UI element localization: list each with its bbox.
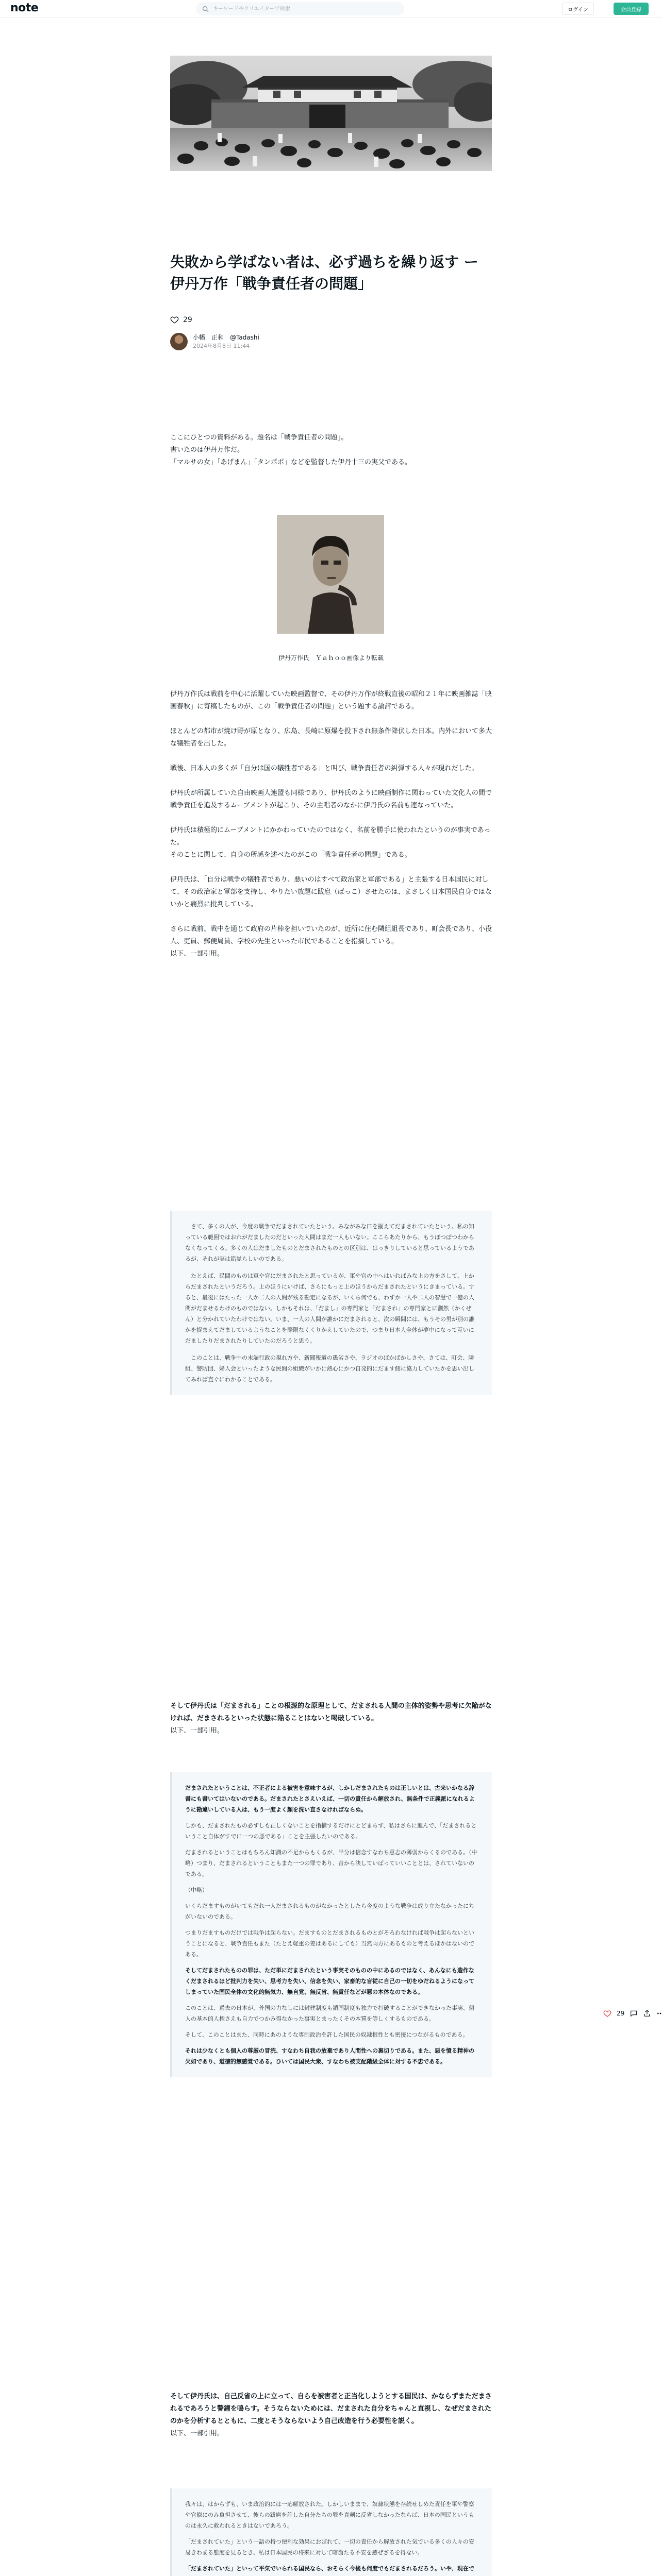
body-section-1 [170, 688, 492, 960]
quote-paragraph: 我々は、はからずも、いま政治的には一応解放された。しかしいままで、奴隷状態を存続せしめた責任を軍や警察や官僚にのみ負担させて、彼らの跋扈を許した自分たちの罪を真剣に反省しなかったならば、日本の国民というものは永久に救われるときはないであろう。 [185, 2501, 474, 2529]
quote-paragraph: だまされたということは、不正者による被害を意味するが、しかしだまされたものは正しいとは、古来いかなる辞書にも書いてはいないのである。だまされたとさえいえば、一切の責任から解放され、無条件で正義派になれるように勘違いしている人は、もう一度よく顔を洗い直さなければならぬ。 [185, 1785, 475, 1813]
intro-paragraph: 「マルサの女」「あげまん」「タンポポ」などを監督した伊丹十三の実父である。 [170, 459, 412, 466]
like-area[interactable] [170, 315, 192, 324]
body-paragraph: 伊丹氏は積極的にムーブメントにかかわっていたのではなく、名前を勝手に使われたというのが事実であった。 [170, 826, 491, 846]
search-icon [202, 6, 209, 12]
heart-icon[interactable] [603, 2009, 611, 2018]
author-name[interactable]: 小幡 正和 @Tadashi [193, 334, 259, 341]
body-paragraph: そして伊丹氏は、自己反省の上に立って、自らを被害者と正当化しようとする国民は、かならずまただまされるであろうと警鐘を鳴らす。そうならないためには、だまされた自分をちゃんと直視し、なぜだまされたのかを分析するとともに、二度とそうならないよう自己改造を行う必要性を説く。 [170, 2393, 492, 2425]
photo-caption: 伊丹万作氏 Ｙａｈｏｏ画像より転載 [278, 654, 384, 662]
body-paragraph: 伊丹氏は、「自分は戦争の犠牲者であり、悪いのはすべて政治家と軍部である」と主張する日本国民に対して、その政治家と軍部を支持し、やりたい放題に跋扈（ばっこ）させたのは、まさしく日本国民自身ではないかと痛烈に批判している。 [170, 876, 492, 908]
share-icon[interactable] [643, 2009, 651, 2018]
author-block[interactable] [170, 333, 259, 350]
heart-icon[interactable] [170, 315, 179, 324]
intro-paragraph: ここにひとつの資料がある。題名は「戦争責任者の問題」。 [170, 434, 348, 442]
quote-paragraph: 「だまされていた」といって平気でいられる国民なら、おそらく今後も何度でもだまされるだろう。いや、現在で [185, 2565, 474, 2572]
hero-image [170, 56, 492, 171]
quote-paragraph: そしてだまされたものの罪は、ただ単にだまされたという事実そのものの中にあるのではなく、あんなにも造作なくだまされるほど批判力を失い、思考力を失い、信念を失い、家畜的な盲従に自己の一切をゆだねるようになってしまっていた国民全体の文化的無気力、無自覚、無反省、無責任などが悪の本体なのである。 [185, 1967, 474, 1995]
more-icon[interactable] [656, 2009, 662, 2018]
quote-block-3 [170, 2488, 492, 2576]
body-section-3 [170, 2391, 492, 2440]
login-button[interactable]: ログイン [562, 3, 594, 15]
body-paragraph: 戦後、日本人の多くが「自分は国の犠牲者である」と叫び、戦争責任者の糾弾する人々が現れだした。 [170, 765, 478, 772]
quote-paragraph: しかも、だまされたもの必ずしも正しくないことを指摘するだけにとどまらず、私はさらに進んで、「だまされるということ自体がすでに一つの悪である」ことを主張したいのである。 [185, 1822, 477, 1840]
floating-action-bar [603, 2009, 662, 2018]
body-section-2 [170, 1700, 492, 1737]
body-paragraph: 以下、一部引用。 [170, 2430, 224, 2437]
body-paragraph: さらに戦前、戦中を通じて政府の片棒を担いでいたのが、近所に住む隣組組長であり、町会長であり、小役人、吏員、郵便局員、学校の先生といった市民であることを指摘している。 [170, 925, 492, 945]
quote-paragraph: そして、このことはまた、同時にあのような専制政治を許した国民の奴隷根性とも密接につながるものである。 [185, 2031, 469, 2038]
intro-paragraph: 書いたのは伊丹万作だ。 [170, 446, 244, 454]
body-paragraph: 以下、一部引用。 [170, 1727, 224, 1735]
floating-like-count: 29 [617, 2010, 625, 2017]
like-count: 29 [183, 315, 192, 324]
quote-paragraph: このことは、過去の日本が、外国の力なしには封建制度も鎖国制度も独力で打破することができなかった事実、個人の基本的人権さえも自力でつかみ得なかった事実とまったくその本質を等しくするものである。 [185, 2005, 474, 2022]
article-title: 失敗から学ばない者は、必ず過ちを繰り返す ー 伊丹万作「戦争責任者の問題」 [170, 253, 478, 292]
author-avatar[interactable] [170, 333, 188, 350]
portrait-photo [277, 515, 384, 634]
body-paragraph: そして伊丹氏は「だまされる」ことの根源的な原理として、だまされる人間の主体的姿勢や思考に欠陥がなければ、だまされるといった状態に陥ることはないと喝破している。 [170, 1702, 492, 1722]
quote-paragraph: （中略） [185, 1887, 208, 1893]
body-paragraph: ほとんどの都市が焼け野が原となり、広島、長崎に原爆を投下され無条件降伏した日本。内外において多大な犠牲者を出した。 [170, 727, 492, 748]
quote-paragraph: このことは、戦争中の末端行政の現れ方や、新聞報道の愚劣さや、ラジオのばかばかしさや、さては、町会、隣組、警防団、婦人会といったような民間の組織がいかに熱心にかつ自発的にだます側に協力していたかを思い出してみれば直ぐにわかることである。 [185, 1354, 474, 1383]
signup-button[interactable]: 会員登録 [614, 3, 649, 15]
search-bar[interactable] [196, 2, 404, 15]
site-header [0, 0, 662, 18]
intro-text [170, 432, 492, 469]
body-paragraph: 伊丹万作氏は戦前を中心に活躍していた映画監督で、その伊丹万作が終戦直後の昭和２１年に映画雑誌「映画春秋」に寄稿したものが、この「戦争責任者の問題」という題する論評である。 [170, 690, 492, 710]
quote-paragraph: いくらだますものがいてもだれ一人だまされるものがなかったとしたら今度のような戦争は成り立たなかったにちがいないのである。 [185, 1903, 474, 1920]
body-paragraph: 伊丹氏が所属していた自由映画人連盟も同様であり、伊丹氏のように映画制作に関わっていた文化人の間で戦争責任を追及するムーブメントが起こり、その主唱者のなかに伊丹氏の名前も連なっていた。 [170, 789, 492, 809]
body-paragraph: 以下、一部引用。 [170, 950, 224, 958]
publish-date: 2024年8月8日 11:44 [193, 343, 250, 349]
quote-block-2 [170, 1772, 492, 2077]
body-paragraph: そのことに関して、自身の所感を述べたのがこの「戦争責任者の問題」である。 [170, 851, 411, 859]
quote-paragraph: たとえば、民間のものは軍や官にだまされたと思っているが、軍や官の中へはいればみな上の方をさして、上からだまされたというだろう。上のほうにいけば、さらにもっと上のほうからだまされたというにきまっている。すると、最後にはたった一人か二人の人間が残る勘定になるが、いくら何でも、わずか一人や二人の智慧で一億の人間がだませるわけのものではない。しかもそれは、「だまし」の専門家と「だまされ」の専門家とに劃然（かくぜん）と分かれていたわけではない。いま、一人の人間が誰かにだまされると、次の瞬間には、もうその男が別の誰かを捉まえてだましているようなことを際限なくくりかえしていたので、つまり日本人全体が夢中になって互いにだましたりだまされたりしていたのだろうと思う。 [185, 1273, 474, 1344]
search-input[interactable] [213, 6, 388, 12]
comment-icon[interactable] [630, 2009, 638, 2018]
note-logo[interactable]: note [10, 2, 39, 14]
quote-paragraph: さて、多くの人が、今度の戦争でだまされていたという。みながみな口を揃えてだまされていたという。私の知っている範囲ではおれがだましたのだといった人間はまだ一人もいない。ここらあたりから、もうぼつぼつわからなくなってくる。多くの人はだましたものとだまされたものとの区別は、はっきりしていると思っているようであるが、それが実は錯覚らしいのである。 [185, 1223, 474, 1262]
quote-paragraph: 「だまされていた」という一語の持つ便利な効果におぼれて、一切の責任から解放された気でいる多くの人々の安易きわまる態度を見るとき、私は日本国民の将来に対して暗澹たる不安を感ぜざるを得ない。 [185, 2538, 474, 2556]
quote-paragraph: それは少なくとも個人の尊厳の冒涜、すなわち自我の放棄であり人間性への裏切りである。また、悪を憤る精神の欠如であり、道徳的無感覚である。ひいては国民大衆、すなわち被支配階級全体に対する不忠である。 [185, 2047, 474, 2065]
quote-block-1 [170, 1211, 492, 1395]
quote-paragraph: だまされるということはもちろん知識の不足からもくるが、半分は信念すなわち意志の薄弱からくるのである。（中略）つまり、だまされるということもまた一つの罪であり、昔から決していばっていいこととは、されていないのである。 [185, 1849, 477, 1877]
quote-paragraph: つまりだますものだけでは戦争は起らない。だますものとだまされるものとがそろわなければ戦争は起らないということになると、戦争責任もまた（たとえ軽重の差はあるにしても）当然両方にあるものと考えるほかはないのである。 [185, 1929, 474, 1958]
